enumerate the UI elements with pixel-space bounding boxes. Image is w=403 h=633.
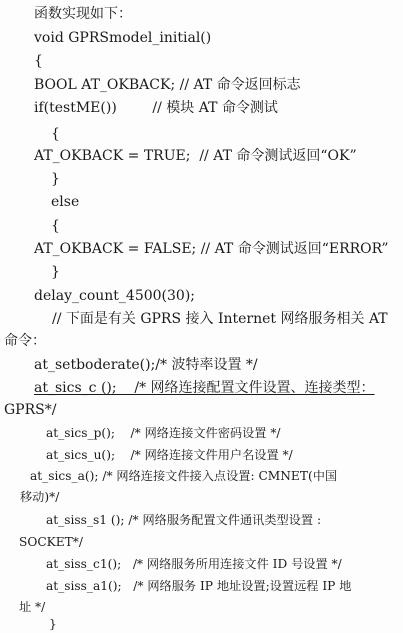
code-line-sics-p: at_sics_p(); /* 网络连接文件密码设置 */	[46, 426, 281, 440]
code-line-siss-c1: at_siss_c1(); /* 网络服务所用连接文件 ID 号设置 */	[46, 557, 342, 571]
else-close-brace: }	[51, 264, 60, 280]
code-line-gprs: GPRS*/	[4, 402, 57, 418]
code-line-siss-s1: at_siss_s1 (); /* 网络服务配置文件通讯类型设置 :	[46, 513, 322, 527]
code-line-cmnet: 移动)*/	[20, 490, 60, 504]
if-close-brace: }	[51, 171, 60, 187]
else-open-brace: {	[51, 218, 60, 234]
comment-continuation: 命令：	[4, 333, 46, 349]
if-open-brace: {	[51, 126, 60, 142]
code-line-else: else	[51, 194, 80, 210]
code-line-delay: delay_count_4500(30);	[34, 288, 195, 304]
code-line-bool: BOOL AT_OKBACK; // AT 命令返回标志	[34, 77, 301, 93]
code-line-sics-a: at_sics_a(); /* 网络连接文件接入点设置: CMNET(中国	[30, 469, 338, 483]
code-line-true: AT_OKBACK = TRUE; // AT 命令测试返回“OK”	[34, 148, 357, 164]
code-line-socket: SOCKET*/	[19, 535, 83, 549]
comment-gprs-access: // 下面是有关 GPRS 接入 Internet 网络服务相关 AT	[52, 311, 388, 327]
code-line-siss-a1: at_siss_a1(); /* 网络服务 IP 地址设置;设置远程 IP 地	[46, 579, 352, 593]
code-line-sics-c: at_sics_c (); /* 网络连接配置文件设置、连接类型：	[34, 380, 375, 396]
code-line-if: if(testME()) // 模块 AT 命令测试	[34, 100, 278, 116]
code-line-false: AT_OKBACK = FALSE; // AT 命令测试返回“ERROR”	[34, 241, 389, 257]
code-line-sics-u: at_sics_u(); /* 网络连接文件用户名设置 */	[46, 448, 293, 462]
intro-text: 函数实现如下：	[34, 6, 132, 22]
function-signature: void GPRSmodel_initial()	[34, 30, 212, 46]
function-open-brace: {	[34, 53, 43, 69]
code-line-baudrate: at_setboderate();/* 波特率设置 */	[34, 357, 258, 373]
code-line-address: 址 */	[19, 600, 46, 614]
function-close-brace: }	[49, 617, 57, 631]
